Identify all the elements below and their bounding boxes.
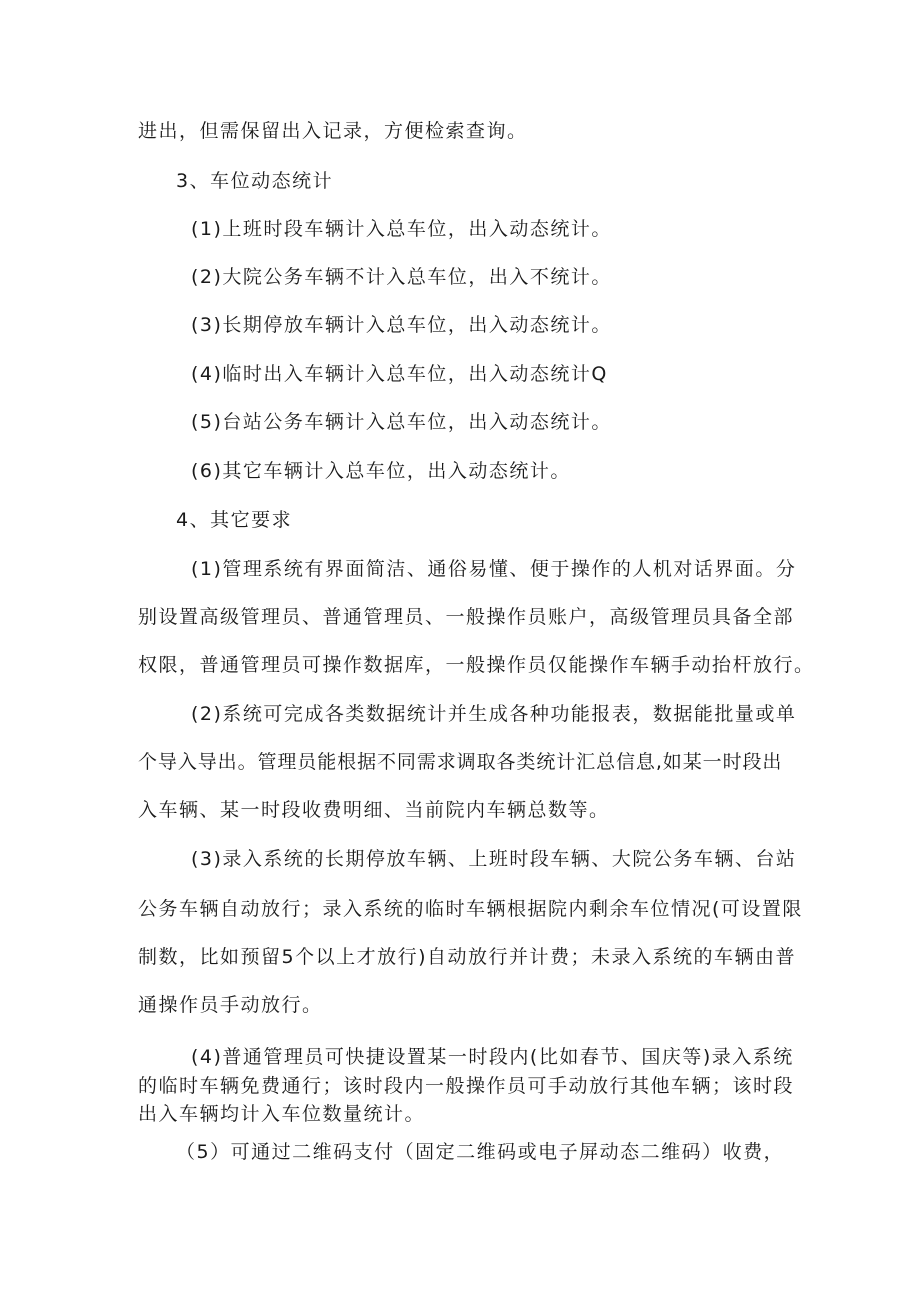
paragraph-line: 通操作员手动放行。 [138,994,323,1016]
list-item: (1)上班时段车辆计入总车位，出入动态统计。 [191,218,612,240]
section-heading: 4、其它要求 [176,509,293,531]
paragraph-line: (3)录入系统的长期停放车辆、上班时段车辆、大院公务车辆、台站 [191,848,797,870]
paragraph-line: (4)普通管理员可快捷设置某一时段内(比如春节、国庆等)录入系统 [191,1046,794,1068]
paragraph-line: 进出，但需保留出入记录，方便检索查询。 [138,120,528,142]
list-item: (5)台站公务车辆计入总车位，出入动态统计。 [191,411,612,433]
paragraph-line: 权限，普通管理员可操作数据库，一般操作员仅能操作车辆手动抬杆放行。 [138,654,815,676]
list-item: (4)临时出入车辆计入总车位，出入动态统计Q [191,363,608,385]
paragraph-line: 制数，比如预留5个以上才放行)自动放行并计费；未录入系统的车辆由普 [138,946,797,968]
paragraph-line: 出入车辆均计入车位数量统计。 [138,1103,426,1125]
paragraph-line: 别设置高级管理员、普通管理员、一般操作员账户，高级管理员具备全部 [138,606,795,628]
list-item: (2)大院公务车辆不计入总车位，出入不统计。 [191,266,612,288]
paragraph-line: 入车辆、某一时段收费明细、当前院内车辆总数等。 [138,799,610,821]
paragraph-line: (1)管理系统有界面简洁、通俗易懂、便于操作的人机对话界面。分 [191,558,797,580]
paragraph-line: （5）可通过二维码支付（固定二维码或电子屏动态二维码）收费， [176,1141,785,1163]
list-item: (6)其它车辆计入总车位，出入动态统计。 [191,460,571,482]
paragraph-line: 的临时车辆免费通行；该时段内一般操作员可手动放行其他车辆；该时段 [138,1075,795,1097]
paragraph-line: 个导入导出。管理员能根据不同需求调取各类统计汇总信息,如某一时段出 [138,751,782,773]
list-item: (3)长期停放车辆计入总车位，出入动态统计。 [191,314,612,336]
paragraph-line: (2)系统可完成各类数据统计并生成各种功能报表，数据能批量或单 [191,703,797,725]
paragraph-line: 公务车辆自动放行；录入系统的临时车辆根据院内剩余车位情况(可设置限 [138,898,803,920]
section-heading: 3、车位动态统计 [176,170,334,192]
